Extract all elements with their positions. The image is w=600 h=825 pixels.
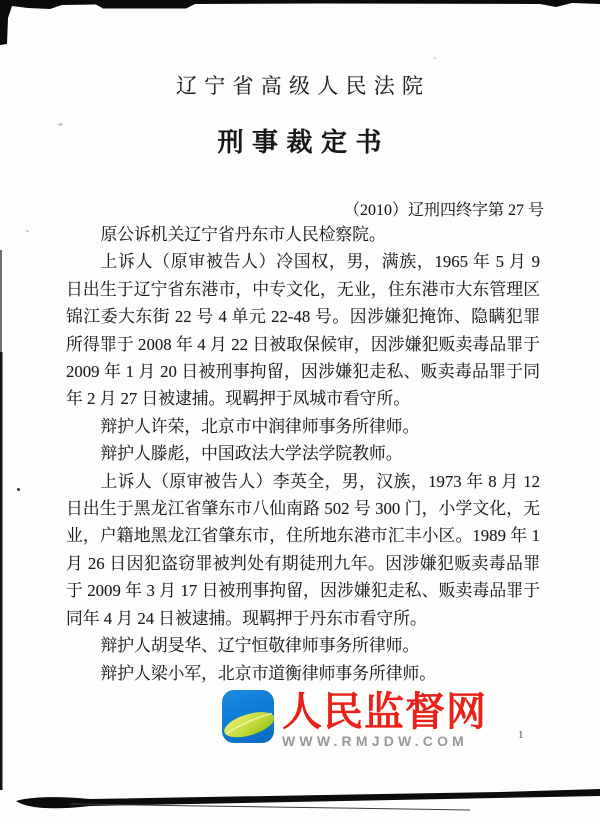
site-name: 人民监督网: [282, 690, 487, 734]
scan-bottom-fork: [70, 804, 470, 810]
scan-left-line-lower: [0, 352, 3, 790]
scan-speck: [26, 230, 29, 232]
scan-speck: [17, 488, 20, 491]
scan-speck: [433, 57, 437, 59]
case-number: （2010）辽刑四终字第 27 号: [343, 202, 544, 219]
body-line: 原公诉机关辽宁省丹东市人民检察院。: [100, 225, 386, 244]
body-line: 辩护人许荣，北京市中润律师事务所律师。: [100, 416, 420, 436]
body-line: 年 2 月 27 日被逮捕。现羁押于凤城市看守所。: [66, 389, 411, 409]
body-line: 同年 4 月 24 日被逮捕。现羁押于丹东市看守所。: [66, 608, 427, 628]
body-line: 于 2009 年 3 月 17 日被刑事拘留，因涉嫌犯走私、贩卖毒品罪于: [66, 581, 540, 601]
scan-top-band: [0, 0, 600, 45]
body-line: 辩护人胡旻华、辽宁恒敬律师事务所律师。: [100, 636, 420, 656]
body-line: 上诉人（原审被告人）李英全，男，汉族，1973 年 8 月 12: [100, 471, 540, 491]
body-line: 辩护人梁小军，北京市道衡律师事务所律师。: [100, 663, 437, 683]
body-line: 日出生于黑龙江省肇东市八仙南路 502 号 300 门，小学文化，无: [66, 499, 540, 519]
body-line: 辩护人滕彪，中国政法大学法学院教师。: [100, 444, 403, 464]
rmjdw-watermark: [222, 690, 487, 749]
rmjdw-logo-icon: [222, 690, 274, 743]
scan-speck: [58, 123, 63, 126]
body-line: 上诉人（原审被告人）冷国权，男，满族，1965 年 5 月 9: [100, 252, 540, 272]
scan-bottom-streak: [16, 789, 600, 808]
document-body: [66, 221, 540, 687]
document-title: 刑 事 裁 定 书: [217, 128, 383, 157]
leaf-icon: [218, 694, 280, 746]
watermark-text: [282, 690, 487, 749]
body-line: 日出生于辽宁省东港市，中专文化，无业，住东港市大东管理区: [66, 279, 540, 299]
court-name: 辽 宁 省 高 级 人 民 法 院: [176, 74, 424, 98]
body-line: 业，户籍地黑龙江省肇东市，住所地东港市汇丰小区。1989 年 1: [66, 526, 540, 546]
body-line: 月 26 日因犯盗窃罪被判处有期徒刑九年。因涉嫌犯贩卖毒品罪: [66, 553, 540, 573]
body-line: 所得罪于 2008 年 4 月 22 日被取保候审，因涉嫌犯贩卖毒品罪于: [66, 334, 540, 354]
page-number: 1: [518, 729, 524, 741]
scan-left-line-upper: [0, 250, 2, 358]
site-url: WWW.RMJDW.COM: [282, 733, 469, 749]
body-line: 2009 年 1 月 20 日被刑事拘留，因涉嫌犯走私、贩卖毒品罪于同: [66, 362, 540, 382]
body-line: 锦江委大东街 22 号 4 单元 22-48 号。因涉嫌犯掩饰、隐瞒犯罪: [66, 307, 540, 327]
